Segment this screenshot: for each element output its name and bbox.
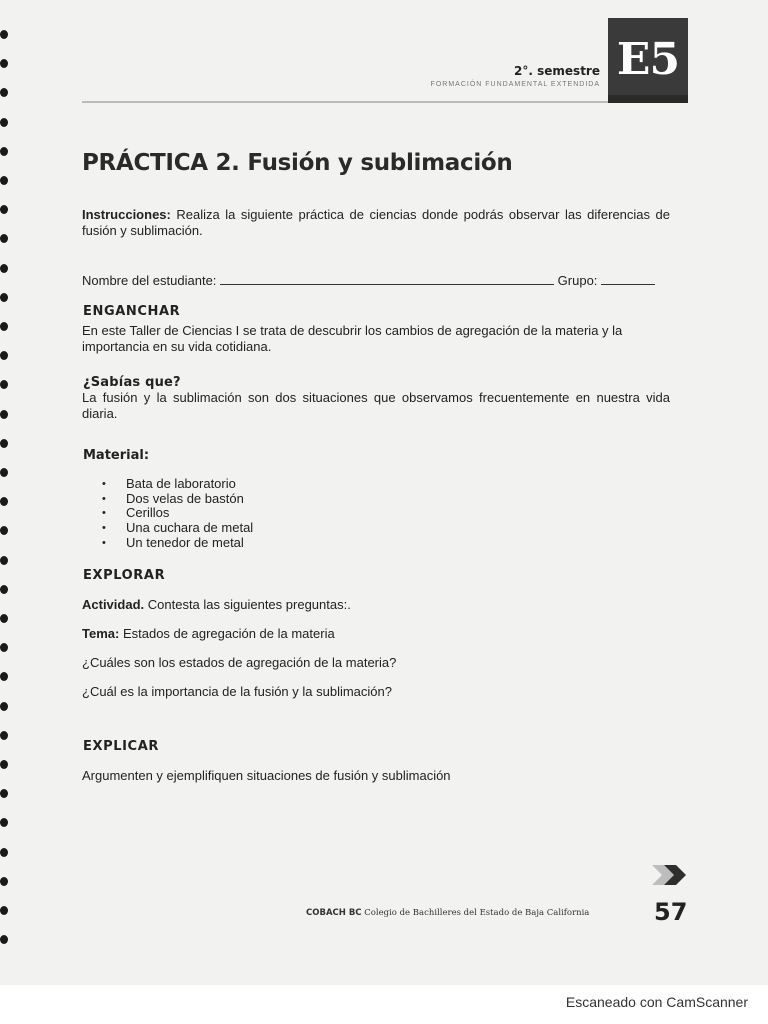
binding-hole	[0, 702, 8, 711]
scanner-watermark: Escaneado con CamScanner	[565, 994, 748, 1010]
sabias-text: La fusión y la sublimación son dos situaciones que observamos frecuentemente en nuestra vida diaria.	[82, 390, 670, 421]
material-heading: Material:	[83, 448, 150, 463]
next-page-arrows-icon	[650, 862, 690, 888]
binding-hole	[0, 848, 8, 857]
binding-hole	[0, 264, 8, 273]
material-list	[102, 477, 253, 551]
binding-hole	[0, 322, 8, 331]
binding-hole	[0, 556, 8, 565]
binding-hole	[0, 468, 8, 477]
binding-hole	[0, 935, 8, 944]
question-2: ¿Cuál es la importancia de la fusión y la sublimación?	[82, 684, 392, 699]
page-title: PRÁCTICA 2. Fusión y sublimación	[82, 150, 513, 176]
binding-hole	[0, 59, 8, 68]
binding-hole	[0, 585, 8, 594]
list-item: • Bata de laboratorio	[102, 477, 253, 492]
student-name-label: Nombre del estudiante:	[82, 273, 217, 288]
instructions-text: Realiza la siguiente práctica de ciencias donde podrás observar las diferencias de fusión y sublimación.	[82, 207, 670, 238]
student-name-field[interactable]	[220, 273, 554, 285]
footer-institution-name: Colegio de Bachilleres del Estado de Baja California	[364, 908, 590, 918]
unit-badge: E5	[608, 18, 688, 100]
list-item: • Un tenedor de metal	[102, 536, 253, 551]
spiral-binding-holes	[0, 30, 14, 960]
binding-hole	[0, 439, 8, 448]
binding-hole	[0, 234, 8, 243]
enganchar-heading: ENGANCHAR	[83, 304, 181, 319]
binding-hole	[0, 176, 8, 185]
binding-hole	[0, 526, 8, 535]
question-1: ¿Cuáles son los estados de agregación de la materia?	[82, 655, 397, 670]
binding-hole	[0, 497, 8, 506]
binding-hole	[0, 760, 8, 769]
explicar-heading: EXPLICAR	[83, 739, 159, 754]
footer-cobach: COBACH BC	[306, 908, 362, 918]
explicar-text: Argumenten y ejemplifiquen situaciones de fusión y sublimación	[82, 768, 451, 783]
binding-hole	[0, 118, 8, 127]
header-divider	[82, 101, 686, 103]
binding-hole	[0, 30, 8, 39]
binding-hole	[0, 410, 8, 419]
binding-hole	[0, 877, 8, 886]
group-label: Grupo:	[557, 273, 598, 288]
binding-hole	[0, 88, 8, 97]
binding-hole	[0, 643, 8, 652]
binding-hole	[0, 614, 8, 623]
binding-hole	[0, 672, 8, 681]
binding-hole	[0, 818, 8, 827]
semester-label: 2°. semestre	[514, 64, 600, 78]
binding-hole	[0, 351, 8, 360]
activity-line	[82, 597, 670, 613]
badge-underline	[608, 95, 688, 103]
activity-text: Contesta las siguientes preguntas:.	[147, 597, 351, 612]
enganchar-text: En este Taller de Ciencias I se trata de descubrir los cambios de agregación de la materia y la importancia en su vida cotidiana.	[82, 323, 623, 354]
tema-label: Tema:	[82, 626, 120, 641]
instructions-paragraph	[82, 207, 670, 239]
explorar-heading: EXPLORAR	[83, 568, 166, 583]
student-info-line	[82, 273, 682, 289]
binding-hole	[0, 293, 8, 302]
activity-label: Actividad.	[82, 597, 145, 612]
binding-hole	[0, 906, 8, 915]
binding-hole	[0, 205, 8, 214]
binding-hole	[0, 380, 8, 389]
group-field[interactable]	[601, 273, 655, 285]
instructions-label: Instrucciones:	[82, 207, 171, 222]
program-subtitle: FORMACIÓN FUNDAMENTAL EXTENDIDA	[430, 81, 600, 88]
list-item: • Una cuchara de metal	[102, 521, 253, 536]
footer-institution	[306, 908, 589, 918]
page-number: 57	[654, 898, 688, 926]
binding-hole	[0, 789, 8, 798]
list-item: • Dos velas de bastón	[102, 492, 253, 507]
binding-hole	[0, 147, 8, 156]
tema-line	[82, 626, 670, 642]
binding-hole	[0, 731, 8, 740]
list-item: • Cerillos	[102, 506, 253, 521]
sabias-heading: ¿Sabías que?	[83, 375, 181, 390]
tema-text: Estados de agregación de la materia	[122, 626, 335, 641]
